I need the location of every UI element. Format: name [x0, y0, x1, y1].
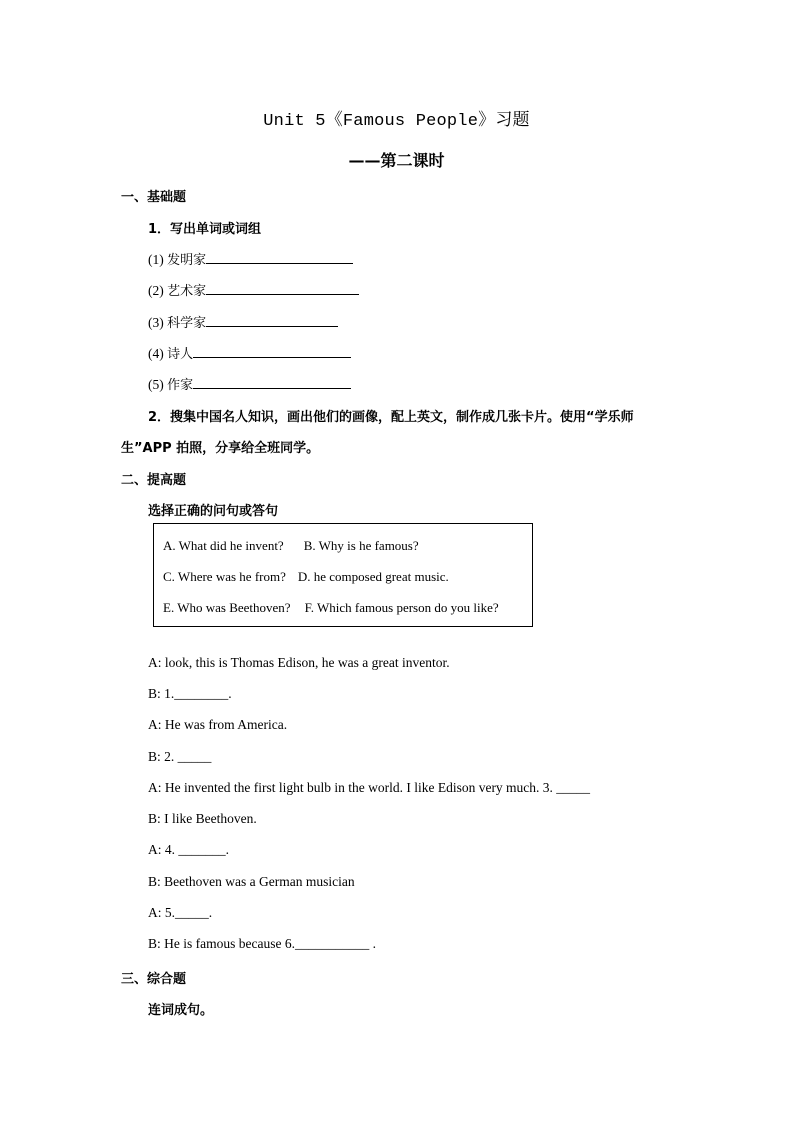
options-row: [163, 569, 449, 585]
dialogue-line: A: look, this is Thomas Edison, he was a great inventor.: [148, 655, 450, 670]
answer-blank[interactable]: [206, 283, 359, 295]
dialogue-line: B: 2. _____: [148, 749, 212, 764]
option-f: F. Which famous person do you like?: [304, 600, 499, 615]
option-d: D. he composed great music.: [297, 569, 449, 584]
q2-line2: 生”APP 拍照，分享给全班同学。: [121, 441, 320, 456]
section3-instruction: 连词成句。: [148, 1003, 214, 1018]
dialogue-line: B: 1.________.: [148, 686, 232, 701]
option-a: A. What did he invent?: [163, 538, 284, 553]
option-c: C. Where was he from?: [163, 569, 286, 584]
q1-item-number: (4): [148, 346, 164, 361]
q1-item: [148, 249, 353, 268]
q1-item-word: 诗人: [167, 347, 194, 362]
section3-heading: 三、综合题: [121, 972, 187, 987]
q2-line1: 2．搜集中国名人知识，画出他们的画像，配上英文，制作成几张卡片。使用“学乐师: [148, 410, 634, 425]
options-box: [153, 523, 533, 627]
q1-item-number: (1): [148, 252, 164, 267]
dialogue-line: A: 5._____.: [148, 905, 213, 920]
section2-instruction: 选择正确的问句或答句: [148, 504, 279, 519]
option-b: B. Why is he famous?: [303, 538, 419, 553]
q1-item-number: (3): [148, 315, 164, 330]
dialogue-line: B: Beethoven was a German musician: [148, 874, 355, 889]
q1-item-word: 发明家: [167, 253, 207, 268]
options-row: [163, 600, 499, 616]
answer-blank[interactable]: [193, 377, 351, 389]
dialogue-line: B: I like Beethoven.: [148, 811, 257, 826]
q1-item-word: 艺术家: [167, 284, 207, 299]
q1-item: [148, 280, 359, 299]
section2-heading: 二、提高题: [121, 473, 187, 488]
q1-item-word: 作家: [167, 378, 194, 393]
page-subtitle: ——第二课时: [348, 151, 445, 170]
dialogue-line: A: He invented the first light bulb in the world. I like Edison very much. 3. _____: [148, 780, 591, 795]
q1-item-number: (5): [148, 377, 164, 392]
dialogue-line: A: He was from America.: [148, 717, 288, 732]
answer-blank[interactable]: [206, 252, 353, 264]
page-title: Unit 5《Famous People》习题: [263, 112, 530, 131]
q1-item: [148, 343, 351, 362]
options-row: [163, 538, 419, 554]
answer-blank[interactable]: [193, 346, 351, 358]
section1-heading: 一、基础题: [121, 190, 187, 205]
dialogue-line: A: 4. _______.: [148, 842, 229, 857]
q1-item-number: (2): [148, 283, 164, 298]
option-e: E. Who was Beethoven?: [163, 600, 291, 615]
q1-heading: 1．写出单词或词组: [148, 222, 262, 237]
q1-item-word: 科学家: [167, 316, 207, 331]
q1-item: [148, 312, 338, 331]
answer-blank[interactable]: [206, 315, 338, 327]
dialogue-line: B: He is famous because 6.___________ .: [148, 936, 376, 951]
q1-item: [148, 374, 351, 393]
